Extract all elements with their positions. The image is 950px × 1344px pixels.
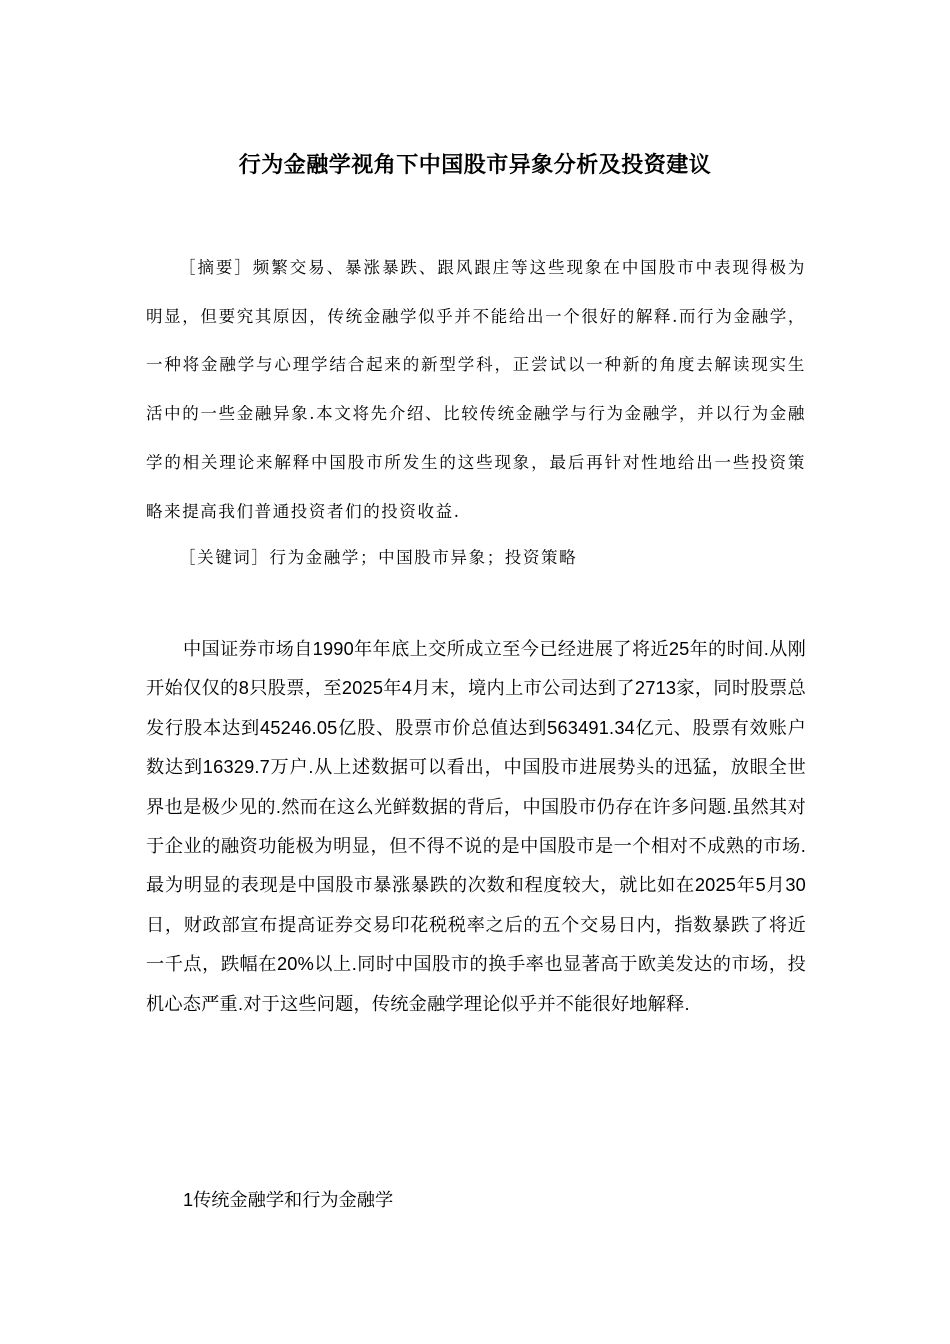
intro-paragraph: 中国证券市场自1990年年底上交所成立至今已经进展了将近25年的时间.从刚开始仅仅的8只股票，至2025年4月末，境内上市公司达到了2713家，同时股票总发行股本达到45246.05亿股、股票市价总值达到563491.34亿元、股票有效账户数达到16329.7万户.从上述数据可以看出，中国股市进展势头的迅猛，放眼全世界也是极少见的.然而在这么光鲜数据的背后，中国股市仍存在许多问题.虽然其对于企业的融资功能极为明显，但不得不说的是中国股市是一个相对不成熟的市场.最为明显的表现是中国股市暴涨暴跌的次数和程度较大，就比如在2025年5月30日，财政部宣布提高证券交易印花税税率之后的五个交易日内，指数暴跌了将近一千点，跌幅在20%以上.同时中国股市的换手率也显著高于欧美发达的市场，投机心态严重.对于这些问题，传统金融学理论似乎并不能很好地解释.	[146, 639, 806, 1014]
document-title: 行为金融学视角下中国股市异象分析及投资建议	[238, 152, 712, 178]
abstract-paragraph: ［摘要］频繁交易、暴涨暴跌、跟风跟庄等这些现象在中国股市中表现得极为明显，但要究其原因，传统金融学似乎并不能给出一个很好的解释.而行为金融学，一种将金融学与心理学结合起来的新型学科，正尝试以一种新的角度去解读现实生活中的一些金融异象.本文将先介绍、比较传统金融学与行为金融学，并以行为金融学的相关理论来解释中国股市所发生的这些现象，最后再针对性地给出一些投资策略来提高我们普通投资者们的投资收益.	[146, 258, 806, 521]
section-heading: 1传统金融学和行为金融学	[183, 1190, 394, 1210]
keywords-line: ［关键词］行为金融学；中国股市异象；投资策略	[179, 548, 578, 567]
